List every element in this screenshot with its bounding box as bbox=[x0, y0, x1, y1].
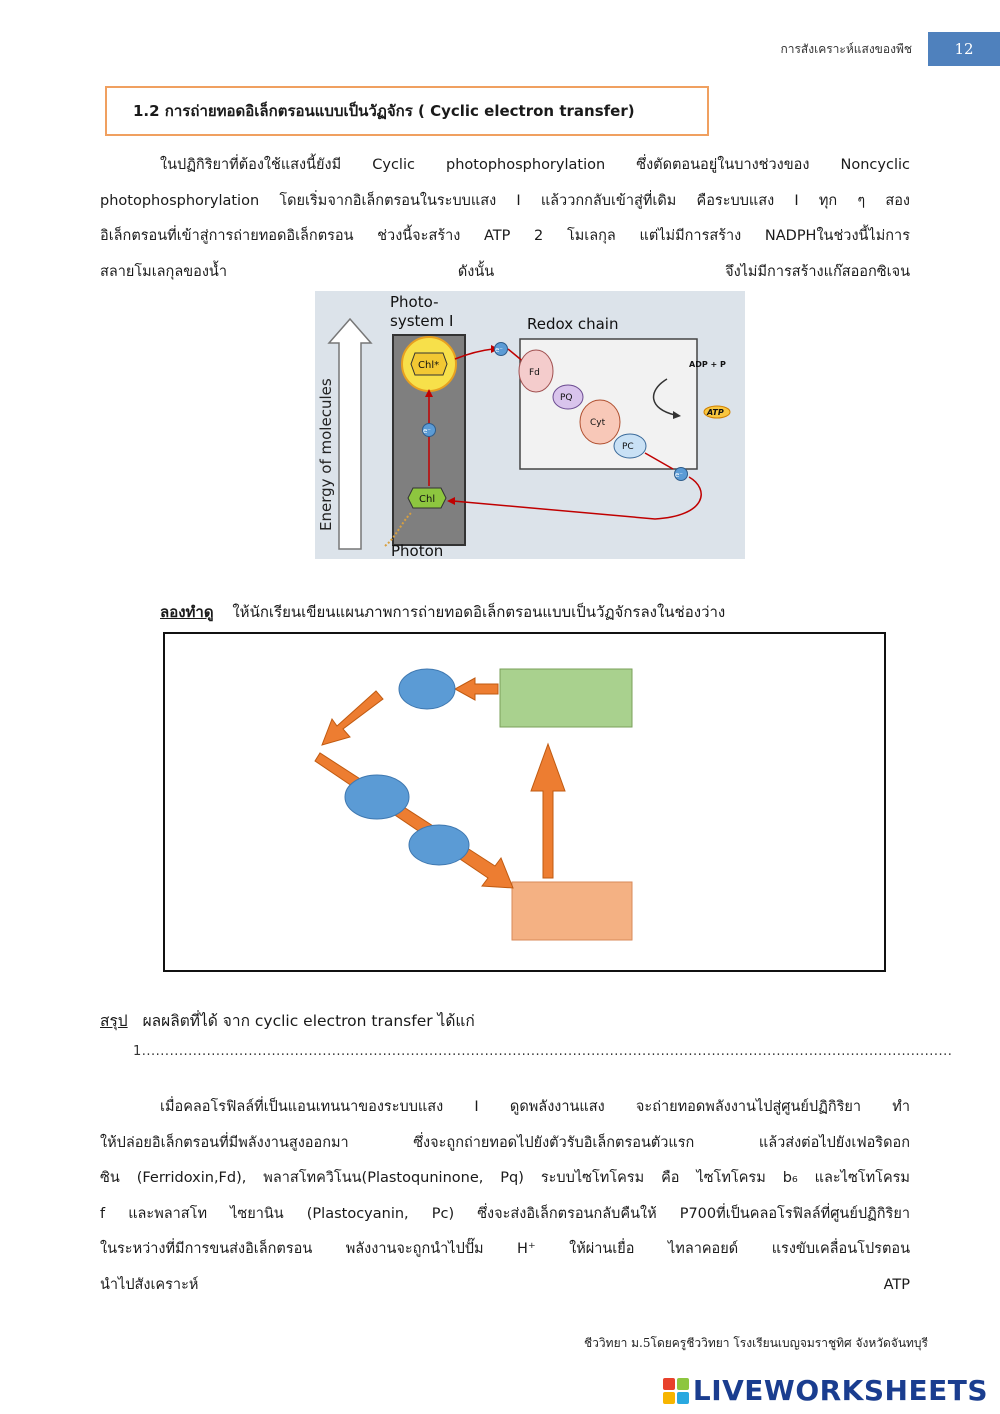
oval-slot[interactable] bbox=[399, 669, 455, 709]
paragraph-2-line: ให้ปล่อยอิเล็กตรอนที่มีพลังงานสูงออกมา ซึ่งจะถูกถ่ายทอดไปยังตัวรับอิเล็กตรอนตัวแรก แล้วส่งต่อไปยังเฟอริดอก bbox=[100, 1134, 910, 1151]
cyclic-electron-flow-figure bbox=[315, 291, 745, 559]
arrow-up bbox=[531, 744, 565, 878]
arrow-down-left bbox=[322, 691, 383, 745]
fd-label: Fd bbox=[529, 368, 540, 378]
paragraph-2 bbox=[100, 1090, 910, 1303]
figure-svg bbox=[315, 291, 745, 559]
try-it-label: ลองทำดู bbox=[160, 603, 214, 621]
paragraph-2-line: f และพลาสโท ไซยานิน (Plastocyanin, Pc) ซึ่งจะส่งอิเล็กตรอนกลับคืนให้ P700ที่เป็นคลอโรฟิลล์ที่ศูนย์ปฏิกิริยา bbox=[100, 1205, 910, 1222]
brand-text: LIVEWORKSHEETS bbox=[692, 1374, 988, 1407]
paragraph-1-line: อิเล็กตรอนที่เข้าสู่การถ่ายทอดอิเล็กตรอน ช่วงนี้จะสร้าง ATP 2 โมเลกุล แต่ไม่มีการสร้าง NADPHในช่วงนี้ไม่การ bbox=[100, 228, 910, 244]
paragraph-1-line: สลายโมเลกุลของน้ำ ดังนั้น จึงไม่มีการสร้างแก๊สออกซิเจน bbox=[100, 263, 910, 280]
electron-label: e⁻ bbox=[495, 346, 504, 354]
drawing-answer-area[interactable] bbox=[163, 632, 886, 972]
paragraph-1 bbox=[100, 148, 910, 290]
pq-label: PQ bbox=[560, 393, 573, 403]
pc-label: PC bbox=[622, 442, 634, 452]
paragraph-2-line: นำไปสังเคราะห์ ATP bbox=[100, 1276, 910, 1293]
summary bbox=[100, 1008, 475, 1033]
paragraph-1-line: photophosphorylation โดยเริ่มจากอิเล็กตรอนในระบบแสง I แล้ววกกลับเข้าสู่ที่เดิม คือระบบแสง I ทุก ๆ สอง bbox=[100, 192, 910, 209]
paragraph-1-line: ในปฏิกิริยาที่ต้องใช้แสงนี้ยังมี Cyclic photophosphorylation ซึ่งตัดตอนอยู่ในบางช่วงของ Noncyclic bbox=[160, 157, 910, 173]
paragraph-2-line: ในระหว่างที่มีการขนส่งอิเล็กตรอน พลังงานจะถูกนำไปปั๊ม H⁺ ให้ผ่านเยื่อ ไทลาคอยด์ แรงขับเคลื่อนโปรตอน bbox=[100, 1241, 910, 1257]
oval-slot[interactable] bbox=[345, 775, 409, 819]
liveworksheets-logo bbox=[663, 1374, 988, 1407]
electron-label: e⁻ bbox=[423, 427, 432, 435]
cycle-sketch bbox=[165, 634, 884, 970]
adp-label: ADP + P bbox=[689, 360, 726, 369]
summary-answer-line[interactable]: 1............................................................................................................................................................................... bbox=[133, 1044, 953, 1059]
try-it-text: ให้นักเรียนเขียนแผนภาพการถ่ายทอดอิเล็กตรอนแบบเป็นวัฏจักรลงในช่องว่าง bbox=[232, 603, 726, 621]
summary-label: สรุป bbox=[100, 1012, 128, 1030]
ps-title-2: system I bbox=[390, 312, 454, 330]
green-box-slot[interactable] bbox=[500, 669, 632, 727]
salmon-box-slot[interactable] bbox=[512, 882, 632, 940]
brand-logo-icon bbox=[663, 1378, 689, 1404]
redox-title: Redox chain bbox=[527, 315, 619, 333]
chl-label: Chl bbox=[419, 494, 436, 505]
arrow-left bbox=[455, 678, 498, 700]
footer: ชีววิทยา ม.5โดยครูชีววิทยา โรงเรียนเบญจมราชูทิศ จังหวัดจันทบุรี bbox=[584, 1336, 928, 1350]
page-number: 12 bbox=[928, 32, 1000, 66]
oval-slot[interactable] bbox=[409, 825, 469, 865]
summary-text: ผลผลิตที่ได้ จาก cyclic electron transfer ได้แก่ bbox=[142, 1012, 475, 1030]
photon-label: Photon bbox=[391, 542, 444, 559]
paragraph-2-line: เมื่อคลอโรฟิลล์ที่เป็นแอนเทนนาของระบบแสง I ดูดพลังงานแสง จะถ่ายทอดพลังงานไปสู่ศูนย์ปฏิกิริยา ทำ bbox=[160, 1099, 910, 1115]
cyt-label: Cyt bbox=[590, 418, 606, 428]
section-title: 1.2 การถ่ายทอดอิเล็กตรอนแบบเป็นวัฏจักร ( Cyclic electron transfer) bbox=[105, 86, 709, 136]
try-it bbox=[160, 600, 725, 624]
cyclic-return-path bbox=[453, 477, 701, 519]
energy-arrow bbox=[329, 319, 371, 549]
electron-label: e⁻ bbox=[675, 471, 684, 479]
ps-title-1: Photo- bbox=[390, 293, 439, 311]
energy-label: Energy of molecules bbox=[317, 378, 335, 531]
atp-label: ATP bbox=[707, 408, 724, 417]
arrow-down-right bbox=[315, 753, 513, 888]
header-title: การสังเคราะห์แสงของพืช bbox=[780, 42, 912, 56]
chl-star-label: Chl* bbox=[418, 360, 440, 371]
paragraph-2-line: ซิน (Ferridoxin,Fd), พลาสโทควิโนน(Plastoquninone, Pq) ระบบไซโทโครม คือ ไซโทโครม b₆ และไซโทโครม bbox=[100, 1170, 910, 1186]
